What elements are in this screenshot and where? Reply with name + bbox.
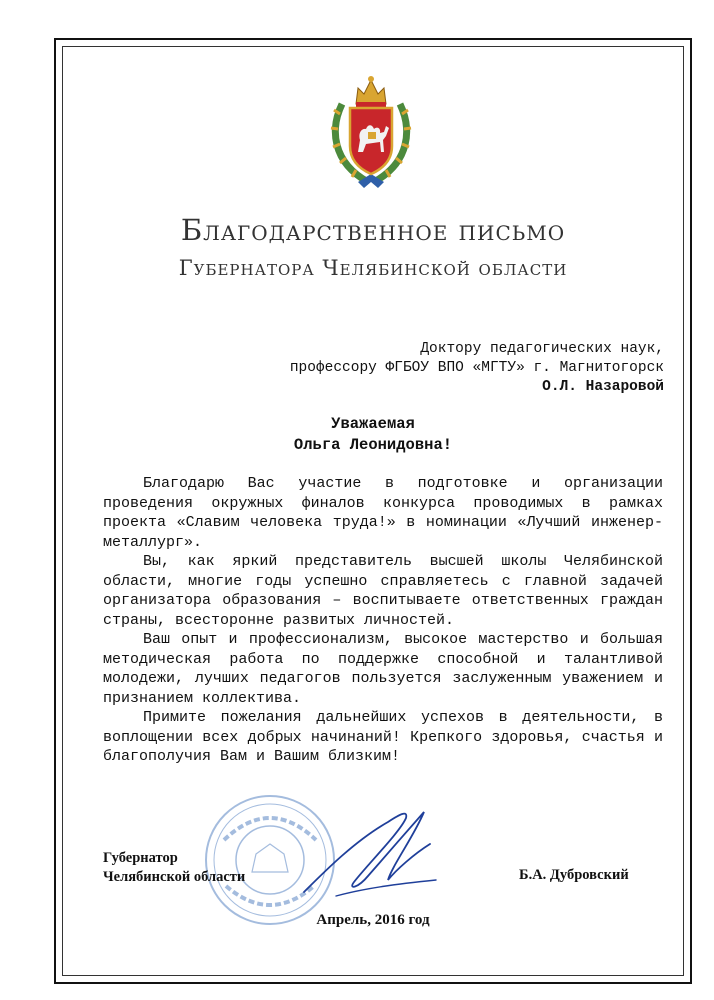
- signer-position-line2: Челябинской области: [103, 869, 246, 885]
- signer-position: [103, 849, 245, 887]
- signer-name: Б.А. Дубровский: [519, 867, 629, 883]
- addressee-block: [144, 340, 664, 397]
- salutation-name: Ольга Леонидовна!: [293, 436, 453, 454]
- body-paragraph-1: Благодарю Вас участие в подготовке и организации проведения окружных финалов конкурса проводимых в рамках проекта «Славим человека труда!» в номинации «Лучший инженер-металлург».: [103, 475, 663, 551]
- body-paragraph-2: Вы, как яркий представитель высшей школы Челябинской области, многие годы успешно справляетесь с главной задачей организатора образования – воспитываете ответственных граждан страны, всесторонне развитых личностей.: [103, 553, 663, 629]
- addressee-degree: Доктору педагогических наук,: [420, 341, 664, 357]
- salutation-greeting: Уважаемая: [331, 415, 415, 433]
- letter-body: [103, 474, 663, 767]
- body-paragraph-3: Ваш опыт и профессионализм, высокое мастерство и большая методическая работа по поддержке способной и талантливой молодежи, лучших педагогов пользуется заслуженным уважением и признанием коллектива.: [103, 631, 663, 707]
- addressee-name: О.Л. Назаровой: [542, 379, 664, 395]
- letter-title: Благодарственное письмо: [180, 213, 566, 247]
- salutation: [70, 414, 676, 456]
- signer-position-line1: Губернатор: [103, 850, 178, 866]
- handwritten-signature-icon: [296, 800, 446, 910]
- addressee-position: профессору ФГБОУ ВПО «МГТУ» г. Магнитогорск: [289, 360, 664, 376]
- body-paragraph-4: Примите пожелания дальнейших успехов в деятельности, в воплощении всех добрых начинаний! Крепкого здоровья, счастья и благополучия Вам и Вашим близким!: [103, 709, 663, 765]
- letter-date: Апрель, 2016 год: [316, 912, 430, 928]
- letter-subtitle: Губернатора Челябинской области: [178, 256, 568, 280]
- coat-of-arms-icon: [328, 74, 414, 192]
